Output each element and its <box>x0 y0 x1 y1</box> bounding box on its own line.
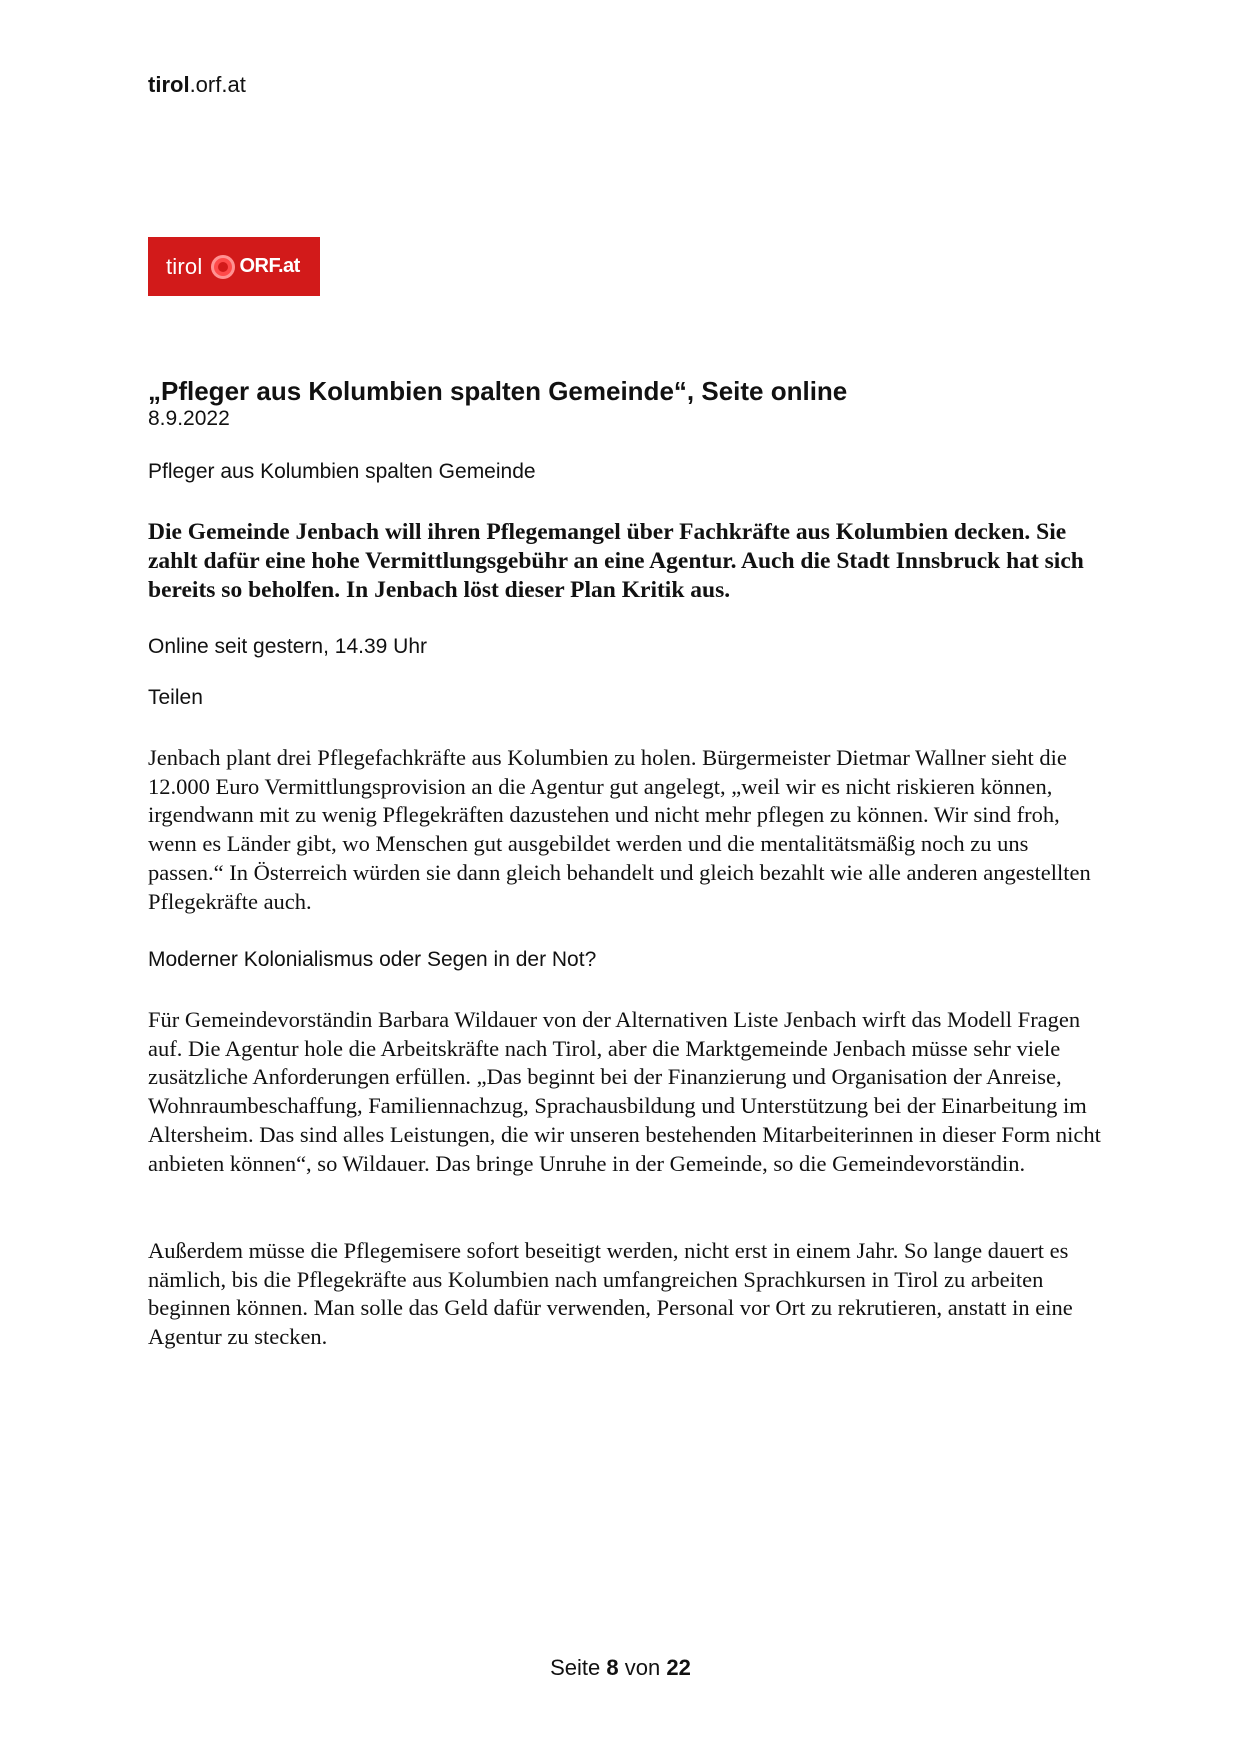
footer-middle: von <box>624 1655 661 1680</box>
article-paragraph-3: Außerdem müsse die Pflegemisere sofort beseitigt werden, nicht erst in einem Jahr. So lange dauert es nämlich, bis die Pflegekräfte aus Kolumbien nach umfangreichen Sprachkursen in Tirol zu arbeiten beginnen können. Man solle das Geld dafür verwenden, Personal vor Ort zu rekrutieren, anstatt in eine Agentur zu stecken. <box>148 1238 1073 1350</box>
site-header <box>148 72 246 98</box>
site-header-rest: .orf.at <box>189 72 246 97</box>
orf-eye-icon <box>211 255 235 279</box>
footer-page-number: 8 <box>606 1655 619 1680</box>
online-timestamp: Online seit gestern, 14.39 Uhr <box>148 635 427 658</box>
article-subtitle: Pfleger aus Kolumbien spalten Gemeinde <box>148 460 536 483</box>
article-date: 8.9.2022 <box>148 407 230 430</box>
logo-brand: ORF.at <box>239 255 300 277</box>
page-footer <box>0 1655 1241 1681</box>
article-title: „Pfleger aus Kolumbien spalten Gemeinde“, Seite online <box>148 376 848 406</box>
orf-logo <box>148 237 320 296</box>
article-lead: Die Gemeinde Jenbach will ihren Pflegemangel über Fachkräfte aus Kolumbien decken. Sie zahlt dafür eine hohe Vermittlungsgebühr an eine Agentur. Auch die Stadt Innsbruck hat sich bereits so beholfen. In Jenbach löst dieser Plan Kritik aus. <box>148 519 1084 603</box>
share-link[interactable]: Teilen <box>148 686 203 709</box>
site-header-bold: tirol <box>148 72 190 97</box>
article-paragraph-2: Für Gemeindevorständin Barbara Wildauer von der Alternativen Liste Jenbach wirft das Modell Fragen auf. Die Agentur hole die Arbeitskräfte nach Tirol, aber die Marktgemeinde Jenbach müsse sehr viele zusätzliche Anforderungen erfüllen. „Das beginnt bei der Finanzierung und Organisation der Anreise, Wohnraumbeschaffung, Familiennachzug, Sprachausbildung und Unterstützung bei der Einarbeitung im Altersheim. Das sind alles Leistungen, die wir unseren bestehenden Mitarbeiterinnen in dieser Form nicht anbieten können“, so Wildauer. Das bringe Unruhe in der Gemeinde, so die Gemeindevorständin. <box>148 1007 1101 1176</box>
footer-page-total: 22 <box>666 1655 691 1680</box>
article-paragraph-1: Jenbach plant drei Pflegefachkräfte aus Kolumbien zu holen. Bürgermeister Dietmar Wallner sieht die 12.000 Euro Vermittlungsprovision an die Agentur gut angelegt, „weil wir es nicht riskieren können, irgendwann mit zu wenig Pflegekräften dazustehen und nicht mehr pflegen zu können. Wir sind froh, wenn es Länder gibt, wo Menschen gut ausgebildet werden und die mentalitätsmäßig noch zu uns passen.“ In Österreich würden sie dann gleich behandelt und gleich bezahlt wie alle anderen angestellten Pflegekräfte auch. <box>148 745 1091 914</box>
logo-region: tirol <box>166 253 203 279</box>
section-heading: Moderner Kolonialismus oder Segen in der Not? <box>148 948 597 971</box>
footer-prefix: Seite <box>550 1655 601 1680</box>
